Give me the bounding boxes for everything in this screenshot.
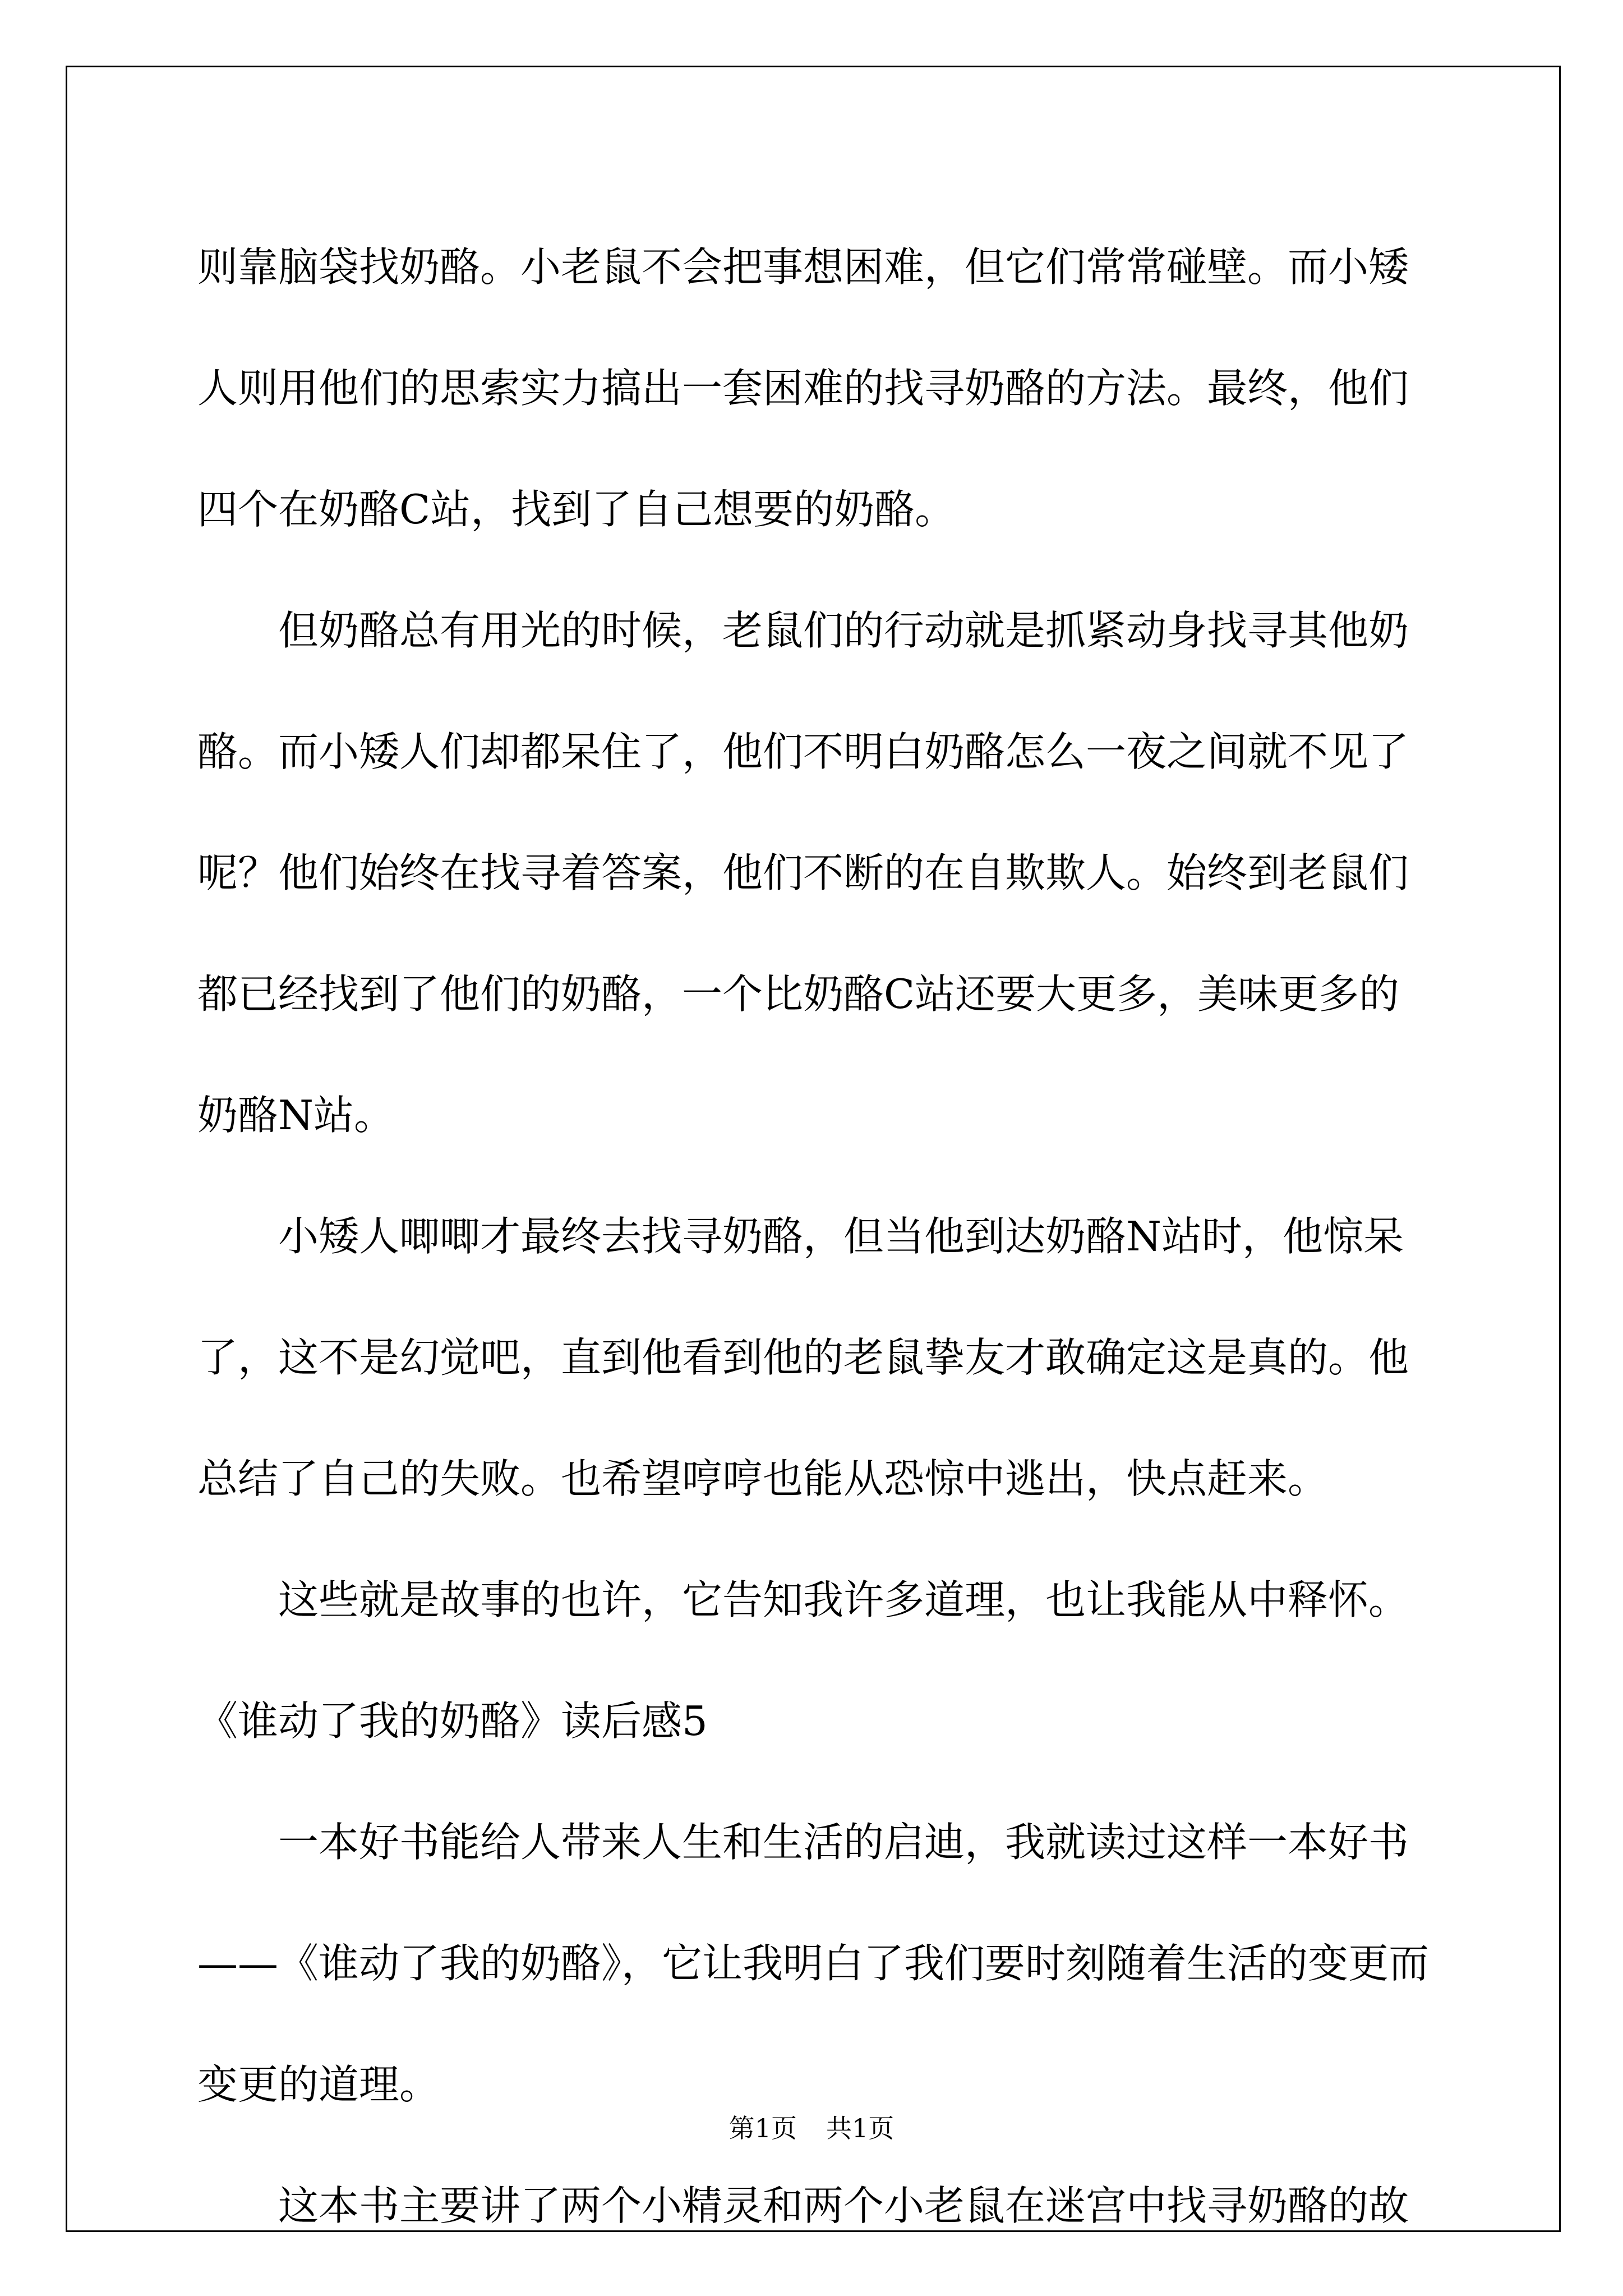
page-total: 共1页 [826, 2113, 895, 2143]
text-line: 酪。而小矮人们却都呆住了，他们不明白奶酪怎么一夜之间就不见了 [197, 728, 1409, 775]
text-line: 这本书主要讲了两个小精灵和两个小老鼠在迷宫中找寻奶酪的故 [278, 2182, 1409, 2229]
text-line: 则靠脑袋找奶酪。小老鼠不会把事想困难，但它们常常碰壁。而小矮 [197, 243, 1409, 291]
text-line: 四个在奶酪C站，找到了自己想要的奶酪。 [197, 486, 956, 533]
text-line: 一本好书能给人带来人生和生活的启迪，我就读过这样一本好书 [278, 1819, 1409, 1866]
section-heading: 《谁动了我的奶酪》读后感5 [197, 1697, 708, 1745]
text-line: 总结了自己的失败。也希望哼哼也能从恐惊中逃出，快点赶来。 [197, 1455, 1329, 1502]
text-line: ——《谁动了我的奶酪》，它让我明白了我们要时刻随着生活的变更而 [197, 1940, 1430, 1987]
text-line: 小矮人唧唧才最终去找寻奶酪，但当他到达奶酪N站时，他惊呆 [278, 1213, 1404, 1260]
text-line: 人则用他们的思索实力搞出一套困难的找寻奶酪的方法。最终，他们 [197, 365, 1409, 412]
text-line: 呢？他们始终在找寻着答案，他们不断的在自欺欺人。始终到老鼠们 [197, 849, 1409, 896]
text-line: 变更的道理。 [197, 2061, 440, 2108]
text-line: 奶酪N站。 [197, 1092, 395, 1139]
text-line: 这些就是故事的也许，它告知我许多道理，也让我能从中释怀。 [278, 1576, 1409, 1623]
text-line: 但奶酪总有用光的时候，老鼠们的行动就是抓紧动身找寻其他奶 [278, 607, 1409, 654]
text-line: 都已经找到了他们的奶酪，一个比奶酪C站还要大更多，美味更多的 [197, 970, 1400, 1018]
document-body [197, 206, 1431, 2266]
page-footer [0, 2108, 1623, 2145]
text-line: 了，这不是幻觉吧，直到他看到他的老鼠挚友才敢确定这是真的。他 [197, 1334, 1409, 1381]
page-number: 第1页 [728, 2113, 797, 2143]
